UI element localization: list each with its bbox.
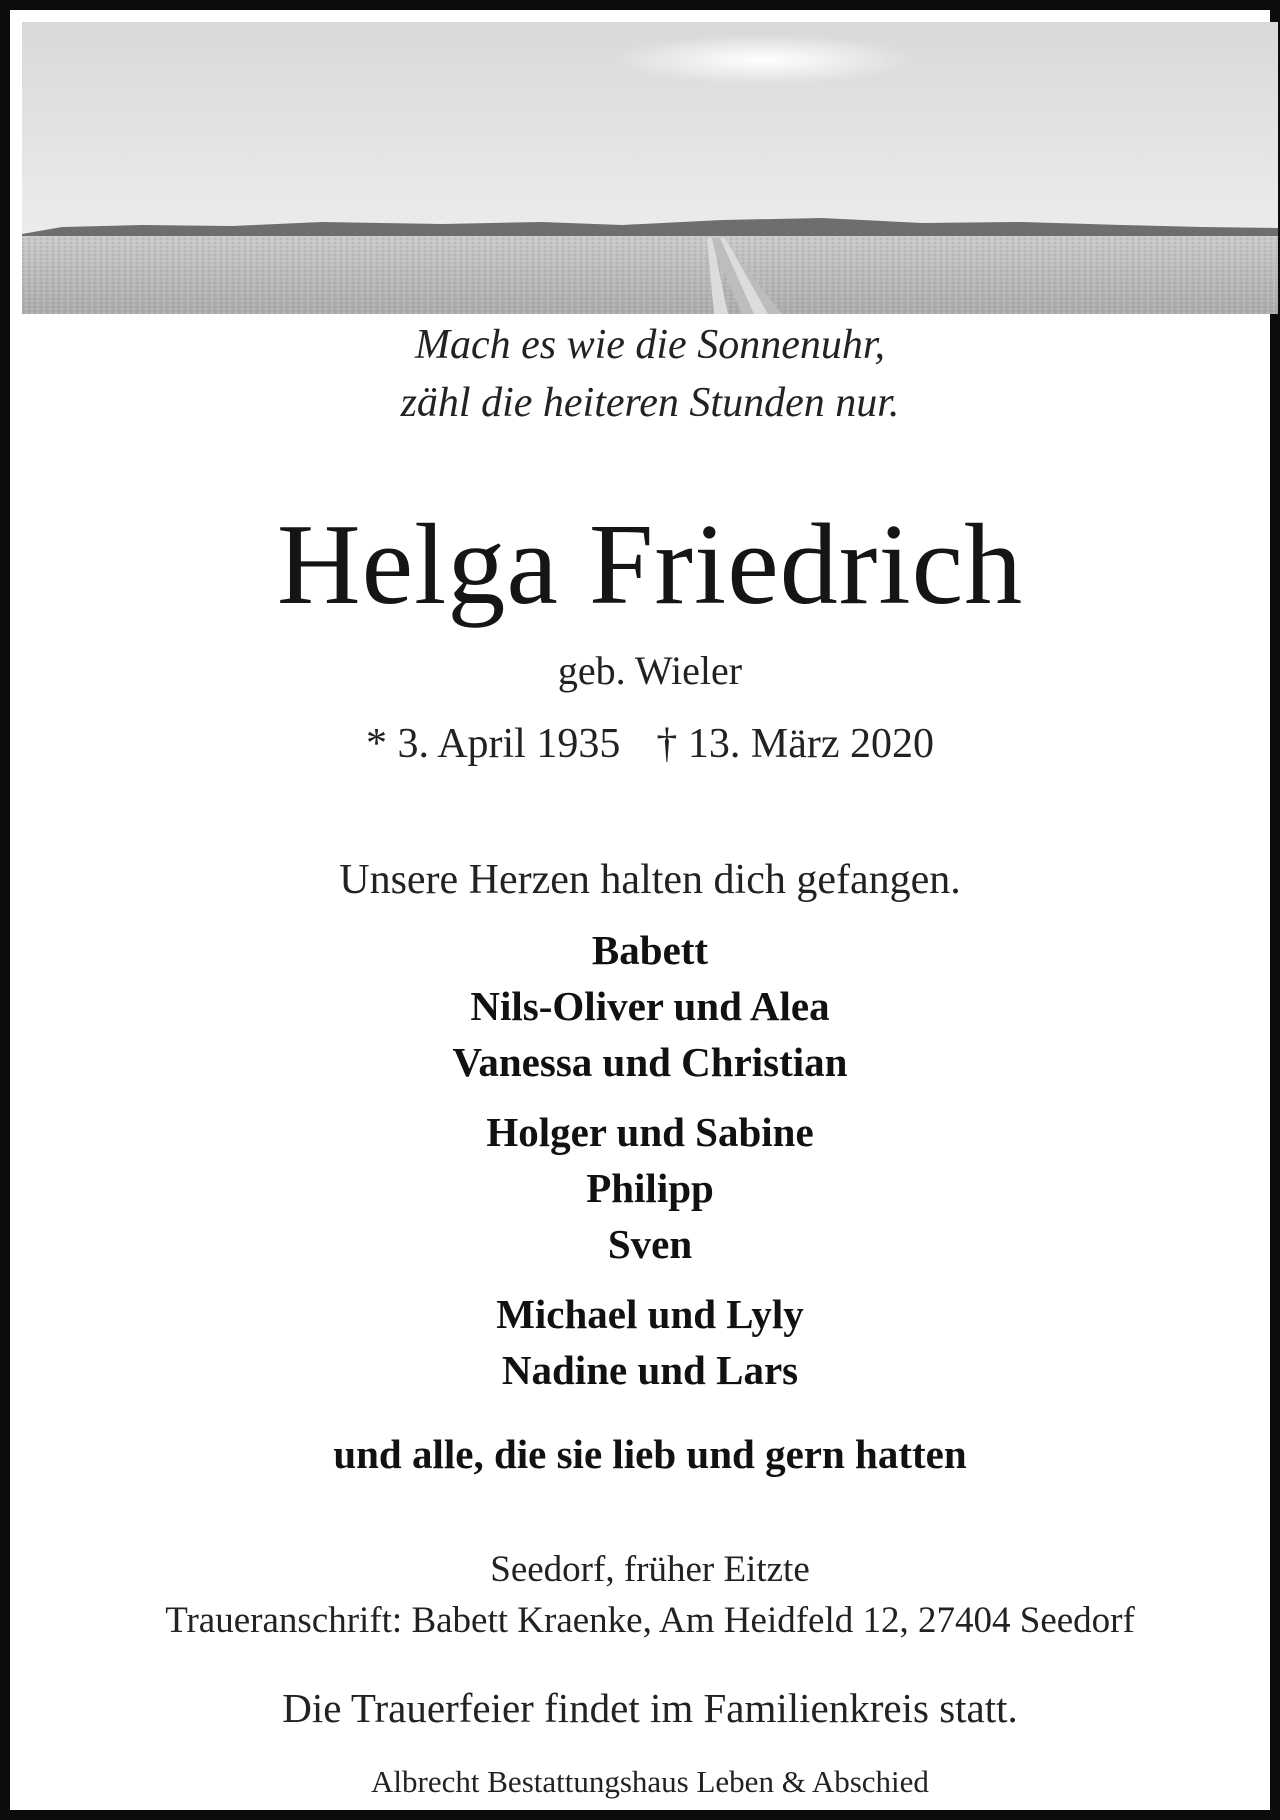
mourner-name: Vanessa und Christian	[452, 1039, 848, 1085]
death-date: † 13. März 2020	[656, 721, 934, 767]
mourner-list	[10, 922, 1280, 1398]
place-line: Seedorf, früher Eitzte	[490, 1549, 810, 1590]
deceased-name: Helga Friedrich	[276, 501, 1024, 629]
field-landscape-photo	[22, 22, 1278, 314]
mourner-name: Babett	[591, 927, 709, 973]
mourner-name: Michael und Lyly	[496, 1291, 804, 1337]
mourner-name: Sven	[607, 1221, 693, 1267]
life-dates	[10, 718, 1280, 770]
mourner-name: Holger und Sabine	[486, 1109, 814, 1155]
motto-line-2: zähl die heiteren Stunden nur.	[400, 380, 900, 426]
maiden-name: geb. Wieler	[557, 648, 743, 693]
motto	[10, 316, 1280, 432]
mourner-name: Nadine und Lars	[501, 1347, 799, 1393]
mourner-group-1	[10, 922, 1280, 1090]
closing-line: und alle, die sie lieb und gern hatten	[333, 1431, 967, 1477]
ceremony-note: Die Trauerfeier findet im Familienkreis statt.	[282, 1685, 1018, 1731]
mourner-name: Nils-Oliver und Alea	[470, 983, 830, 1029]
mourning-address: Traueranschrift: Babett Kraenke, Am Heidfeld 12, 27404 Seedorf	[165, 1600, 1135, 1641]
birth-date: * 3. April 1935	[366, 721, 621, 767]
farewell-line: Unsere Herzen halten dich gefangen.	[339, 857, 961, 903]
mourner-group-2	[10, 1104, 1280, 1272]
field-landscape-image	[22, 22, 1278, 314]
mourner-group-3	[10, 1286, 1280, 1398]
mourner-name: Philipp	[586, 1165, 714, 1211]
funeral-home: Albrecht Bestattungshaus Leben & Abschied	[371, 1764, 929, 1799]
motto-line-1: Mach es wie die Sonnenuhr,	[414, 322, 886, 368]
